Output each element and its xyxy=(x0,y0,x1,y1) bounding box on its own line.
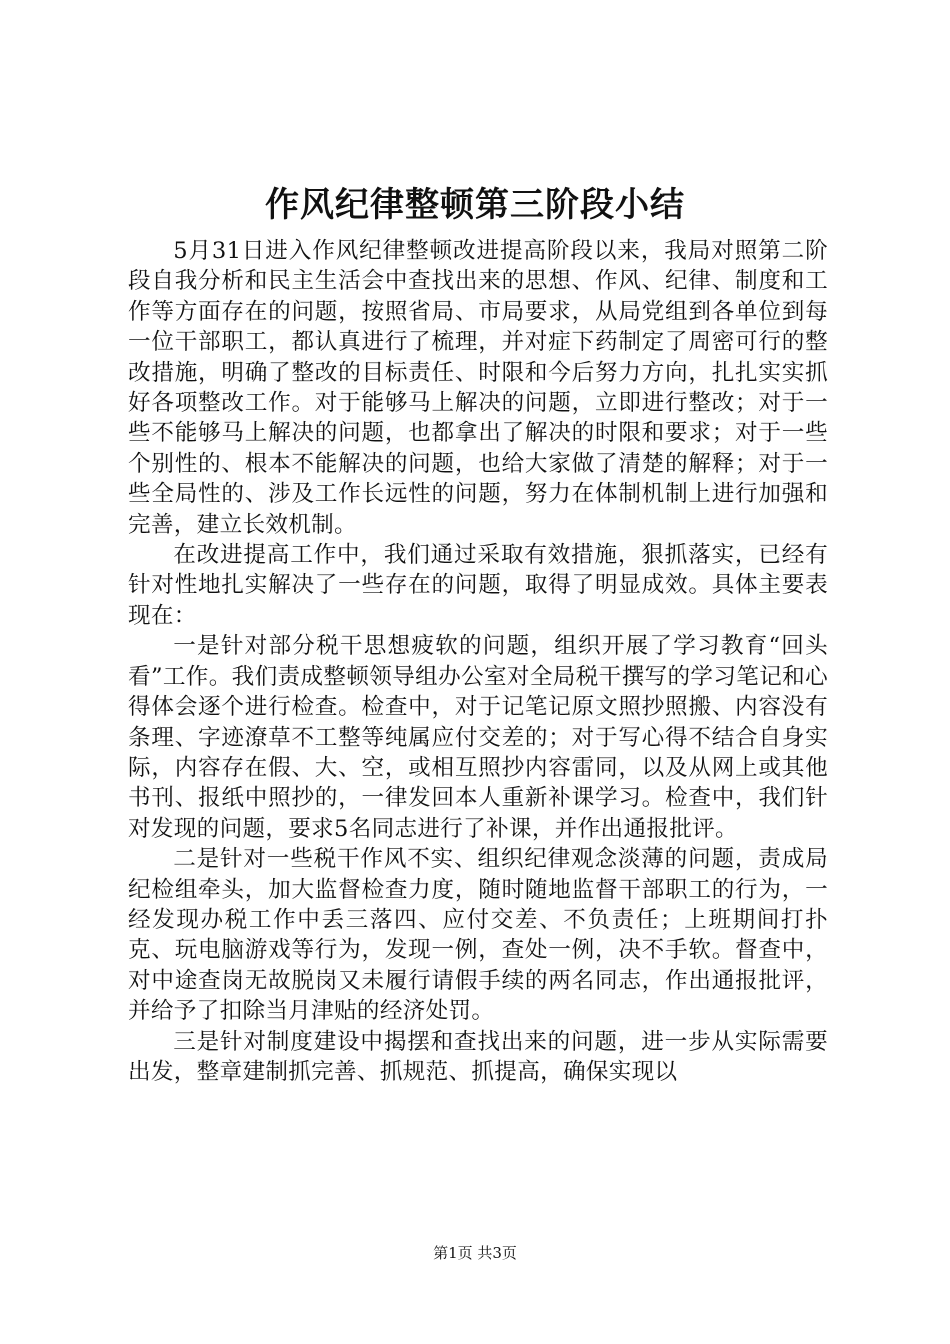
page-number-footer: 第1页 共3页 xyxy=(433,1244,517,1262)
paragraph-item-one: 一是针对部分税干思想疲软的问题，组织开展了学习教育“回头看”工作。我们责成整顿领导组办公室对全局税干撰写的学习笔记和心得体会逐个进行检查。检查中，对于记笔记原文照抄照搬、内容没有条理、字迹潦草不工整等纯属应付交差的；对于写心得不结合自身实际，内容存在假、大、空，或相互照抄内容雷同，以及从网上或其他书刊、报纸中照抄的，一律发回本人重新补课学习。检查中，我们针对发现的问题，要求5名同志进行了补课，并作出通报批评。 xyxy=(128,633,828,842)
document-body xyxy=(128,236,828,1087)
paragraph-results: 在改进提高工作中，我们通过采取有效措施，狠抓落实，已经有针对性地扎实解决了一些存在的问题，取得了明显成效。具体主要表现在： xyxy=(128,542,828,629)
paragraph-item-three: 三是针对制度建设中揭摆和查找出来的问题，进一步从实际需要出发，整章建制抓完善、抓规范、抓提高，确保实现以 xyxy=(128,1028,828,1085)
paragraph-item-two: 二是针对一些税干作风不实、组织纪律观念淡薄的问题，责成局纪检组牵头，加大监督检查力度，随时随地监督干部职工的行为，一经发现办税工作中丢三落四、应付交差、不负责任；上班期间打扑克、玩电脑游戏等行为，发现一例，查处一例，决不手软。督查中，对中途查岗无故脱岗又未履行请假手续的两名同志，作出通报批评，并给予了扣除当月津贴的经济处罚。 xyxy=(128,846,828,1025)
document-title: 作风纪律整顿第三阶段小结 xyxy=(265,185,685,225)
paragraph-intro: 5月31日进入作风纪律整顿改进提高阶段以来，我局对照第二阶段自我分析和民主生活会中查找出来的思想、作风、纪律、制度和工作等方面存在的问题，按照省局、市局要求，从局党组到各单位到每一位干部职工，都认真进行了梳理，并对症下药制定了周密可行的整改措施，明确了整改的目标责任、时限和今后努力方向，扎扎实实抓好各项整改工作。对于能够马上解决的问题，立即进行整改；对于一些不能够马上解决的问题，也都拿出了解决的时限和要求；对于一些个别性的、根本不能解决的问题，也给大家做了清楚的解释；对于一些全局性的、涉及工作长远性的问题，努力在体制机制上进行加强和完善，建立长效机制。 xyxy=(128,238,828,538)
